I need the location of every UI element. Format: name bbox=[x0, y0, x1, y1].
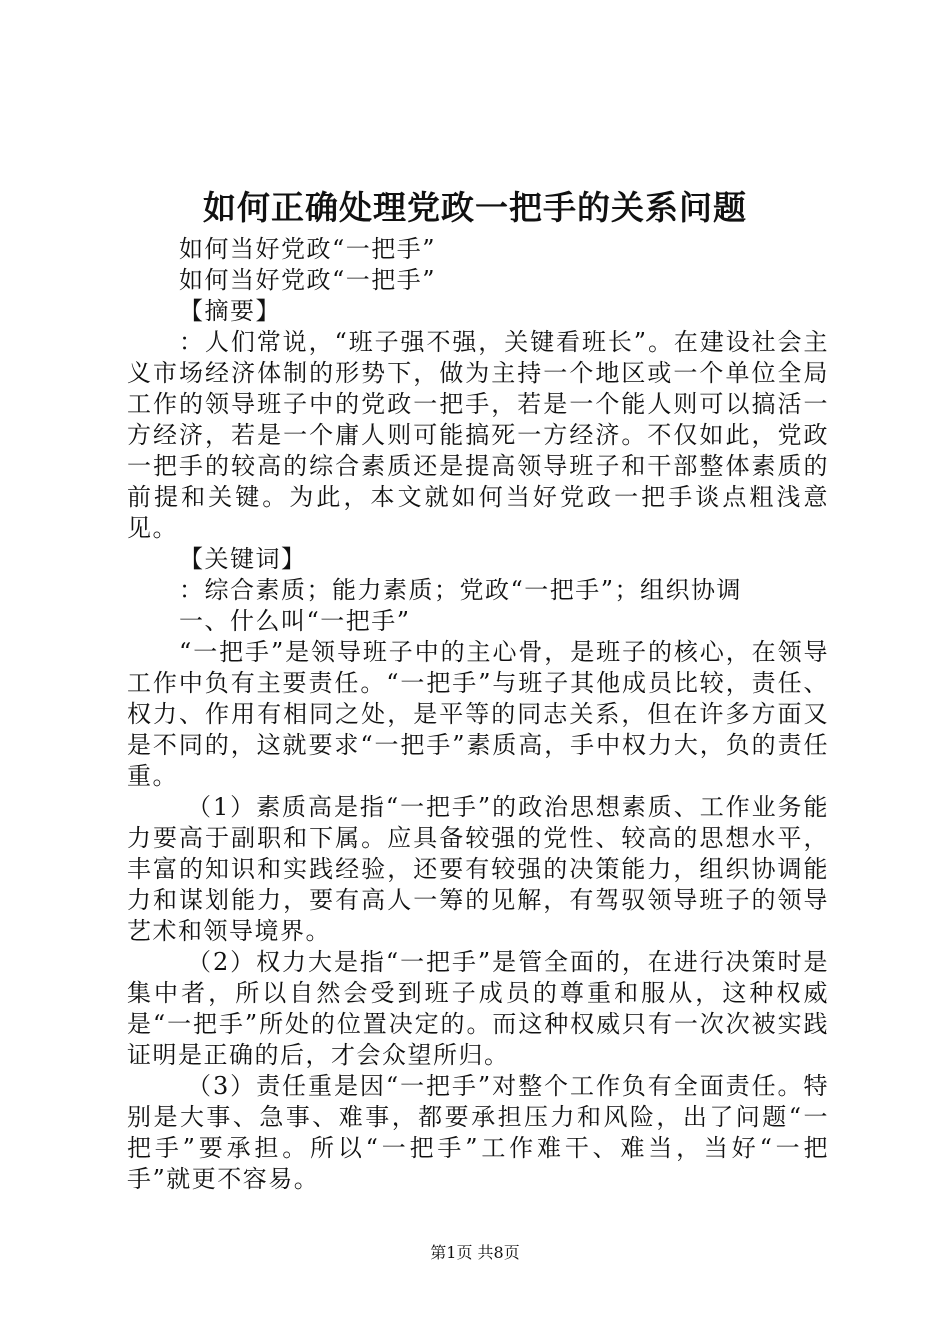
abstract-heading: 【摘要】 bbox=[179, 297, 281, 325]
body-paragraph: （2）权力大是指“一把手”是管全面的，在进行决策时是集中者，所以自然会受到班子成员的尊重和服从，这种权威是“一把手”所处的位置决定的。而这种权威只有一次次被实践证明是正确的后，才会众望所归。 bbox=[127, 948, 829, 1069]
keywords-line: ：综合素质；能力素质；党政“一把手”；组织协调 bbox=[179, 576, 743, 604]
page-footer: 第1页 共8页 bbox=[430, 1243, 520, 1262]
body-paragraph: （3）责任重是因“一把手”对整个工作负有全面责任。特别是大事、急事、难事，都要承担压力和风险，出了问题“一把手”要承担。所以“一把手”工作难干、难当，当好“一把手”就更不容易。 bbox=[127, 1072, 829, 1193]
body-paragraph: （1）素质高是指“一把手”的政治思想素质、工作业务能力要高于副职和下属。应具备较强的党性、较高的思想水平，丰富的知识和实践经验，还要有较强的决策能力，组织协调能力和谋划能力，要有高人一筹的见解，有驾驭领导班子的领导艺术和领导境界。 bbox=[127, 793, 829, 945]
section-heading: 一、什么叫“一把手” bbox=[179, 607, 411, 635]
abstract-paragraph: ：人们常说，“班子强不强，关键看班长”。在建设社会主义市场经济体制的形势下，做为主持一个地区或一个单位全局工作的领导班子中的党政一把手，若是一个能人则可以搞活一方经济，若是一个庸人则可能搞死一方经济。不仅如此，党政一把手的较高的综合素质还是提高领导班子和干部整体素质的前提和关键。为此，本文就如何当好党政一把手谈点粗浅意见。 bbox=[127, 328, 829, 542]
keywords-heading: 【关键词】 bbox=[179, 545, 307, 573]
subtitle-line: 如何当好党政“一把手” bbox=[179, 235, 437, 263]
subtitle-line: 如何当好党政“一把手” bbox=[179, 266, 437, 294]
document-body bbox=[127, 234, 829, 1195]
document-title: 如何正确处理党政一把手的关系问题 bbox=[203, 188, 747, 227]
body-paragraph: “一把手”是领导班子中的主心骨，是班子的核心，在领导工作中负有主要责任。“一把手”与班子其他成员比较，责任、权力、作用有相同之处，是平等的同志关系，但在许多方面又是不同的，这就要求“一把手”素质高，手中权力大，负的责任重。 bbox=[127, 638, 829, 790]
